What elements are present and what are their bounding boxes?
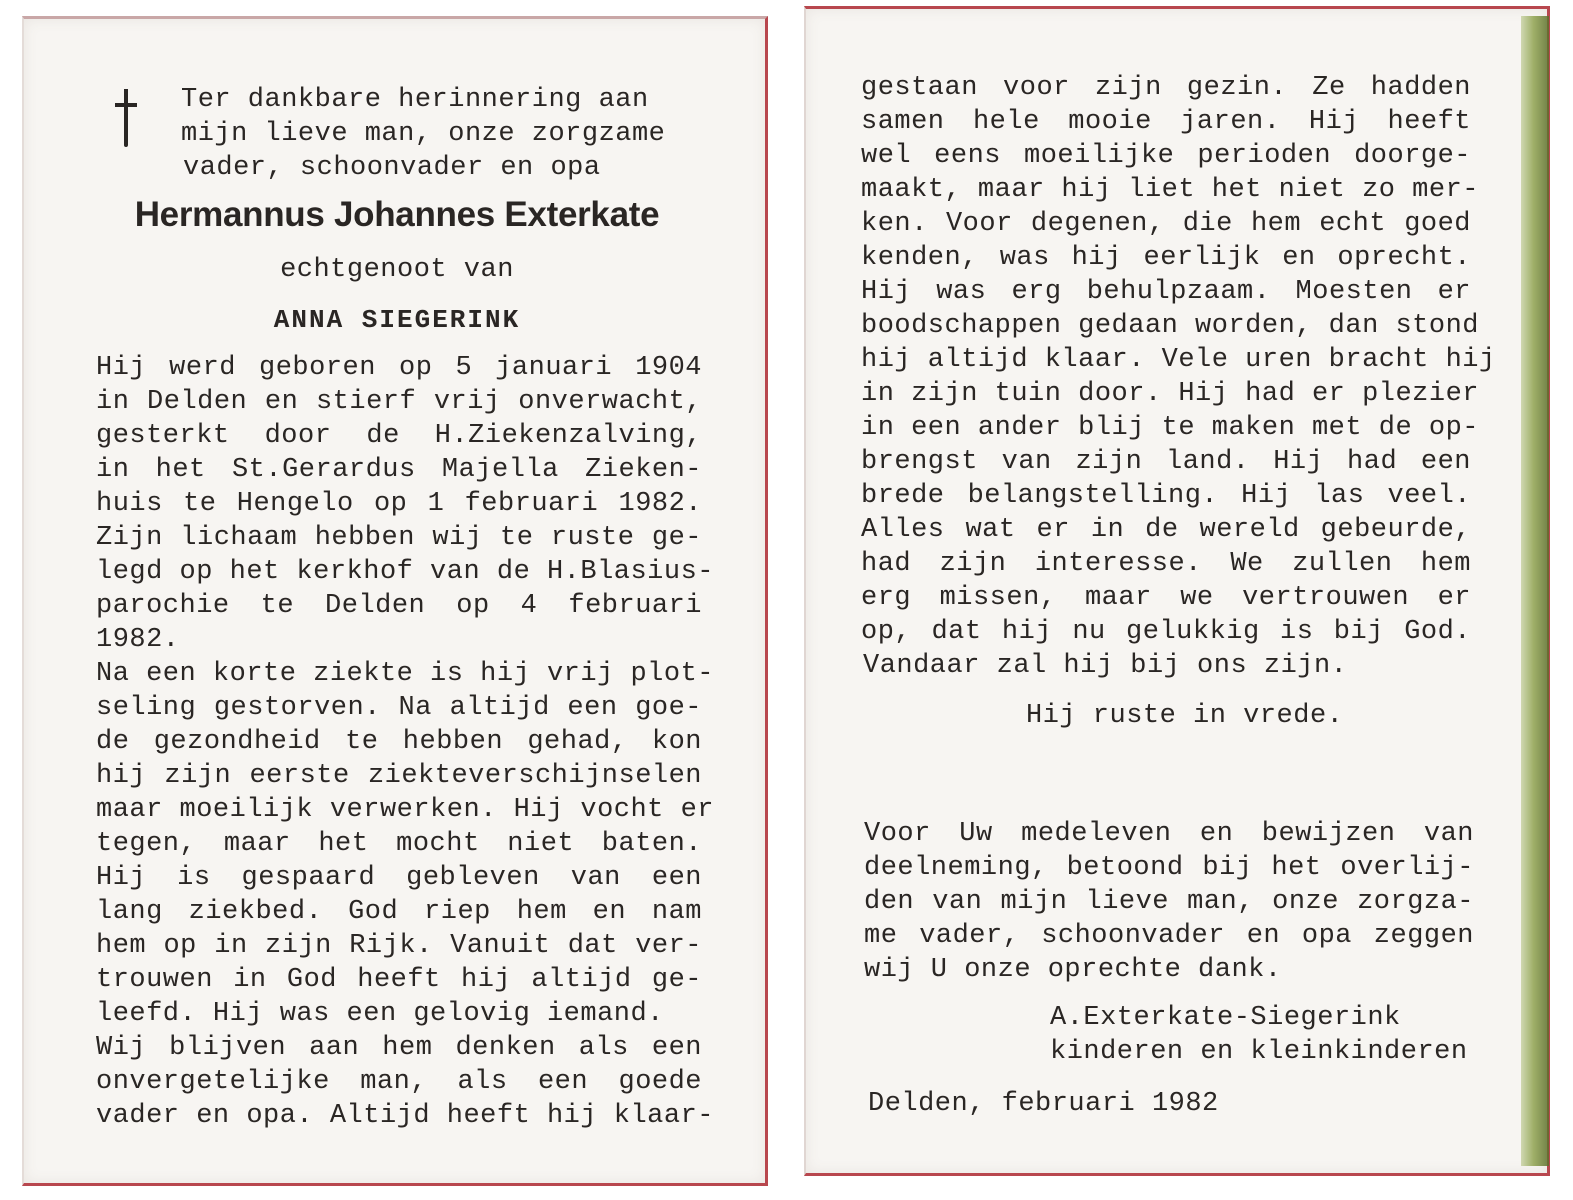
body-line: tegen, maar het mocht niet baten. bbox=[96, 829, 702, 859]
thanks-line: me vader, schoonvader en opa zeggen bbox=[864, 921, 1474, 951]
body-line: leefd. Hij was een gelovig iemand. bbox=[96, 999, 664, 1029]
intro-line: mijn lieve man, onze zorgzame bbox=[181, 119, 666, 149]
body-line: brede belangstelling. Hij las veel. bbox=[861, 481, 1471, 511]
spouse-name: ANNA SIEGERINK bbox=[273, 305, 521, 335]
body-line: had zijn interesse. We zullen hem bbox=[861, 549, 1471, 579]
body-line: wel eens moeilijke perioden doorge- bbox=[861, 141, 1471, 171]
body-line: erg missen, maar we vertrouwen er bbox=[861, 583, 1471, 613]
left-card bbox=[22, 16, 768, 1186]
place-date: Delden, februari 1982 bbox=[868, 1089, 1219, 1119]
right-card bbox=[804, 6, 1550, 1176]
body-line: trouwen in God heeft hij altijd ge- bbox=[96, 965, 702, 995]
body-line: Hij is gespaard gebleven van een bbox=[96, 863, 702, 893]
body-line: de gezondheid te hebben gehad, kon bbox=[96, 727, 702, 757]
deceased-name: Hermannus Johannes Exterkate bbox=[134, 195, 660, 234]
thanks-line: den van mijn lieve man, onze zorgza- bbox=[864, 887, 1474, 917]
body-line: Alles wat er in de wereld gebeurde, bbox=[861, 515, 1471, 545]
body-line: hij altijd klaar. Vele uren bracht hij bbox=[861, 345, 1496, 375]
body-line: op, dat hij nu gelukkig is bij God. bbox=[861, 617, 1471, 647]
body-line: brengst van zijn land. Hij had een bbox=[861, 447, 1471, 477]
signature-line: kinderen en kleinkinderen bbox=[1050, 1037, 1468, 1067]
body-line: onvergetelijke man, als een goede bbox=[96, 1067, 702, 1097]
body-line: in het St.Gerardus Majella Zieken- bbox=[96, 455, 702, 485]
body-line: seling gestorven. Na altijd een goe- bbox=[96, 693, 702, 723]
signature-line: A.Exterkate-Siegerink bbox=[1050, 1003, 1401, 1033]
relation-text: echtgenoot van bbox=[280, 255, 514, 285]
cross-icon bbox=[112, 89, 142, 149]
body-line: Na een korte ziekte is hij vrij plot- bbox=[96, 659, 714, 689]
body-line: parochie te Delden op 4 februari bbox=[96, 591, 702, 621]
rest-in-peace: Hij ruste in vrede. bbox=[1026, 701, 1344, 731]
body-line: hij zijn eerste ziekteverschijnselen bbox=[96, 761, 702, 791]
thanks-line: deelneming, betoond bij het overlij- bbox=[864, 853, 1474, 883]
body-line: Zijn lichaam hebben wij te ruste ge- bbox=[96, 523, 702, 553]
body-line: huis te Hengelo op 1 februari 1982. bbox=[96, 489, 702, 519]
body-line: legd op het kerkhof van de H.Blasius- bbox=[96, 557, 714, 587]
body-line: Wij blijven aan hem denken als een bbox=[96, 1033, 702, 1063]
body-line: ken. Voor degenen, die hem echt goed bbox=[861, 209, 1471, 239]
body-line: Hij werd geboren op 5 januari 1904 bbox=[96, 353, 702, 383]
body-line: gesterkt door de H.Ziekenzalving, bbox=[96, 421, 702, 451]
body-line: in een ander blij te maken met de op- bbox=[861, 413, 1479, 443]
body-line: Hij was erg behulpzaam. Moesten er bbox=[861, 277, 1471, 307]
thanks-line: wij U onze oprechte dank. bbox=[864, 955, 1282, 985]
body-line: in zijn tuin door. Hij had er plezier bbox=[861, 379, 1479, 409]
body-line: lang ziekbed. God riep hem en nam bbox=[96, 897, 702, 927]
intro-line: Ter dankbare herinnering aan bbox=[181, 85, 649, 115]
thanks-line: Voor Uw medeleven en bewijzen van bbox=[864, 819, 1474, 849]
body-line: in Delden en stierf vrij onverwacht, bbox=[96, 387, 702, 417]
body-line: boodschappen gedaan worden, dan stond bbox=[861, 311, 1479, 341]
background-strip bbox=[1521, 16, 1549, 1166]
body-line: gestaan voor zijn gezin. Ze hadden bbox=[861, 73, 1471, 103]
body-line: Vandaar zal hij bij ons zijn. bbox=[863, 651, 1348, 681]
intro-line: vader, schoonvader en opa bbox=[183, 153, 601, 183]
body-line: 1982. bbox=[96, 625, 180, 655]
body-line: hem op in zijn Rijk. Vanuit dat ver- bbox=[96, 931, 702, 961]
body-line: maakt, maar hij liet het niet zo mer- bbox=[861, 175, 1479, 205]
body-line: maar moeilijk verwerken. Hij vocht er bbox=[96, 795, 714, 825]
body-line: vader en opa. Altijd heeft hij klaar- bbox=[96, 1101, 714, 1131]
body-line: kenden, was hij eerlijk en oprecht. bbox=[861, 243, 1471, 273]
body-line: samen hele mooie jaren. Hij heeft bbox=[861, 107, 1471, 137]
